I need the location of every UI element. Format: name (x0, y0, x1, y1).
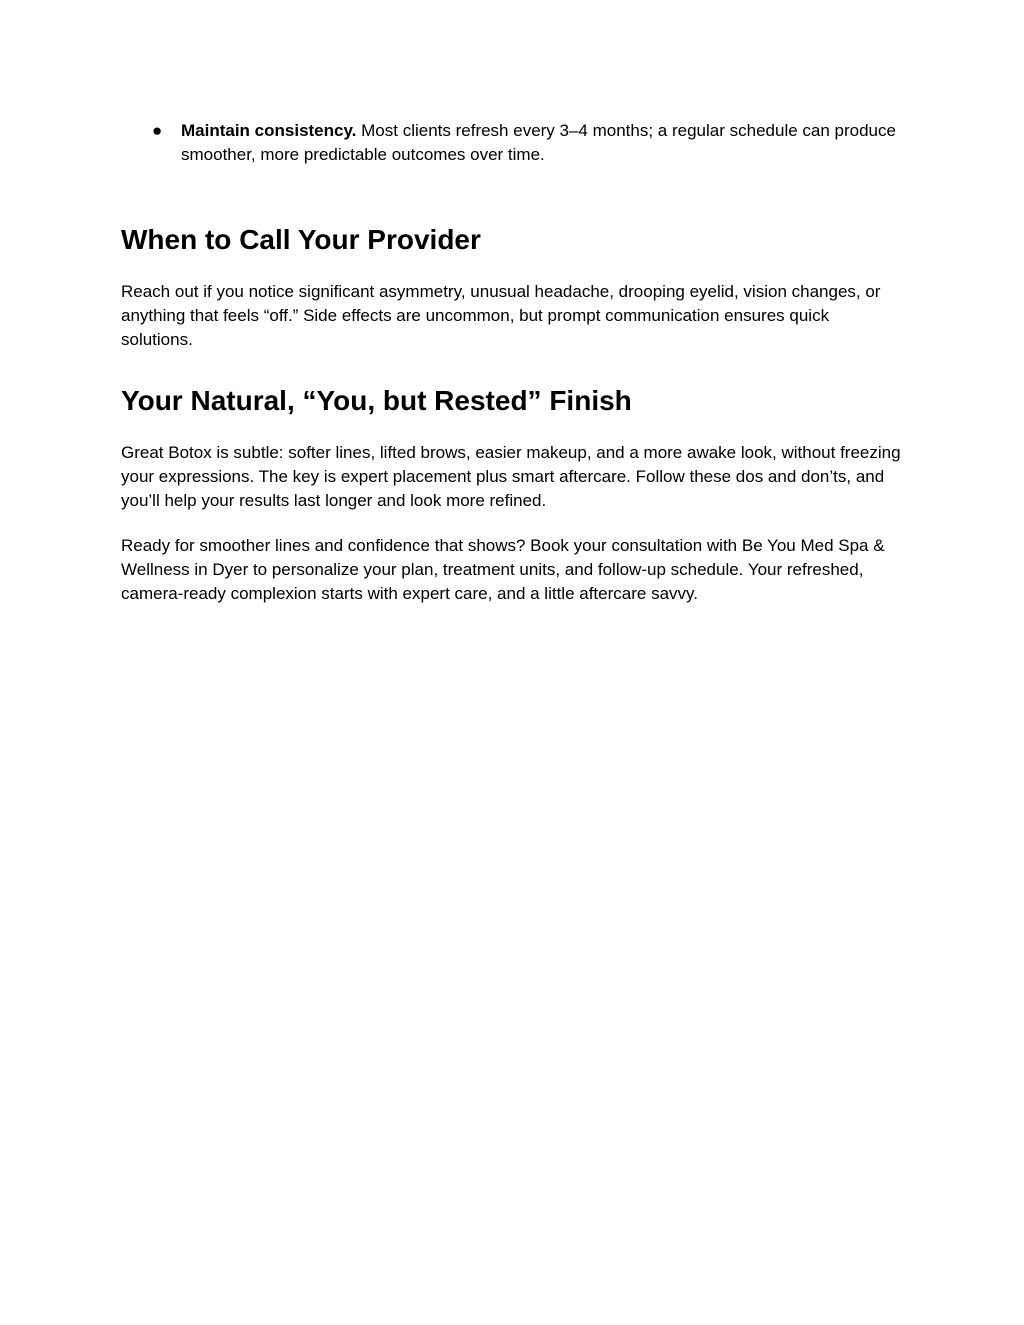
paragraph-great-botox: Great Botox is subtle: softer lines, lifted brows, easier makeup, and a more awake look, without freezing your expressions. The key is expert placement plus smart aftercare. Follow these dos and don’ts, and you’ll help your results last longer and look more refined. (121, 443, 901, 510)
bullet-icon: ● (152, 121, 163, 140)
paragraph-ready-for-smoother: Ready for smoother lines and confidence that shows? Book your consultation with Be You Med Spa & Wellness in Dyer to personalize your plan, treatment units, and follow-up schedule. Your refreshed, camera-ready complexion starts with expert care, and a little aftercare savvy. (121, 536, 885, 603)
bullet-list (121, 119, 901, 167)
paragraph-when-to-call: Reach out if you notice significant asymmetry, unusual headache, drooping eyelid, vision changes, or anything that feels “off.” Side effects are uncommon, but prompt communication ensures quick solutions. (121, 282, 881, 349)
bullet-text: Most clients refresh every 3–4 months; a regular schedule can produce smoother, more predictable outcomes over time. (181, 121, 896, 164)
list-item (121, 119, 901, 167)
section-heading-natural-finish: Your Natural, “You, but Rested” Finish (121, 385, 632, 416)
bullet-bold-lead: Maintain consistency. (181, 121, 357, 140)
section-heading-when-to-call: When to Call Your Provider (121, 224, 481, 255)
